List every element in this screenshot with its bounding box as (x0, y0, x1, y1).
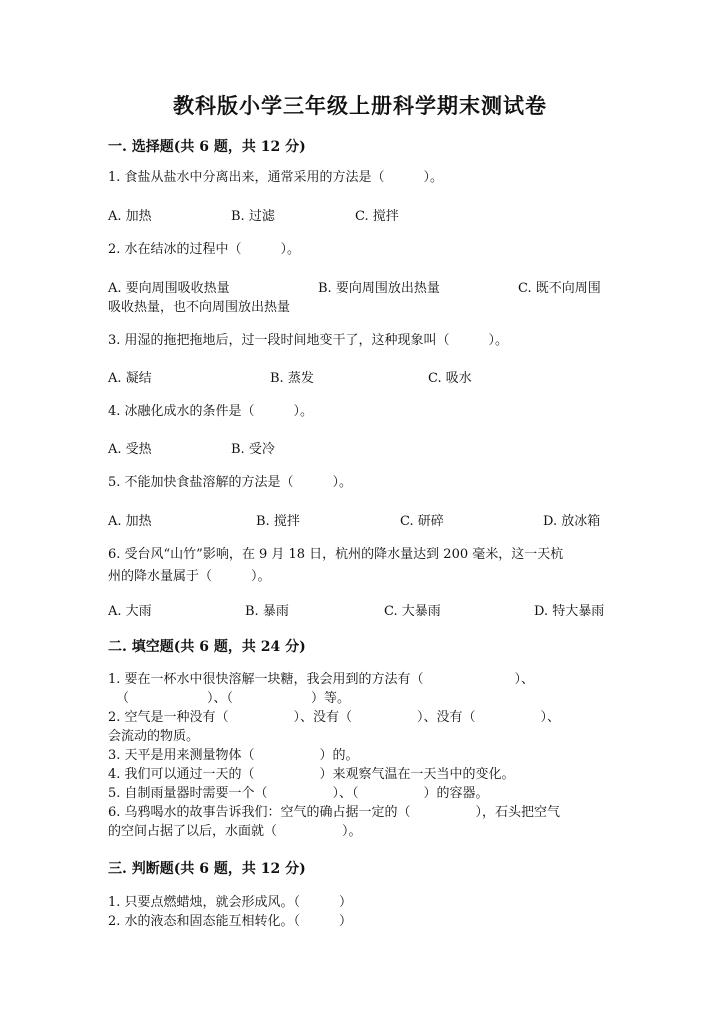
question-6-line-2: 州的降水量属于（ ）。 (108, 569, 271, 584)
question-6 (108, 544, 608, 588)
fill-2-line-1: 2. 空气是一种没有（ ）、没有（ ）、没有（ ）、 (108, 710, 561, 725)
question-3: 3. 用湿的拖把拖地后，过一段时间地变干了，这种现象叫（ ）。 (108, 333, 509, 348)
q1-option-b: B. 过滤 (231, 209, 275, 224)
fill-5: 5. 自制雨量器时需要一个（ ）、（ ）的容器。 (108, 786, 489, 801)
section-heading-choice: 一. 选择题(共 6 题，共 12 分) (108, 139, 306, 155)
judge-2: 2. 水的液态和固态能互相转化。（ ） (108, 914, 353, 929)
fill-4: 4. 我们可以通过一天的（ ）来观察气温在一天当中的变化。 (108, 767, 515, 782)
page-title: 教科版小学三年级上册科学期末测试卷 (173, 93, 547, 118)
q6-option-c: C. 大暴雨 (384, 604, 441, 619)
question-5: 5. 不能加快食盐溶解的方法是（ ）。 (108, 475, 353, 490)
q3-option-a: A. 凝结 (108, 371, 152, 386)
judge-1: 1. 只要点燃蜡烛，就会形成风。（ ） (108, 895, 353, 910)
q2-option-c: C. 既不向周围 (518, 281, 601, 296)
q5-option-a: A. 加热 (108, 514, 152, 529)
q5-option-b: B. 搅拌 (256, 514, 300, 529)
fill-2-line-2: 会流动的物质。 (108, 729, 200, 744)
fill-in-questions (108, 670, 613, 841)
fill-6-line-1: 6. 乌鸦喝水的故事告诉我们：空气的确占据一定的（ ），石头把空气 (108, 805, 561, 820)
q3-option-c: C. 吸水 (428, 371, 472, 386)
fill-1-line-2: （ ）、（ ）等。 (116, 691, 351, 706)
section-heading-fill: 二. 填空题(共 6 题，共 24 分) (108, 639, 306, 655)
fill-1-line-1: 1. 要在一杯水中很快溶解一块糖，我会用到的方法有（ ）、 (108, 672, 535, 687)
fill-6-line-2: 的空间占据了以后，水面就（ ）。 (108, 824, 362, 839)
q1-option-a: A. 加热 (108, 209, 152, 224)
q1-option-c: C. 搅拌 (355, 209, 399, 224)
question-1: 1. 食盐从盐水中分离出来，通常采用的方法是（ ）。 (108, 170, 444, 185)
question-2: 2. 水在结冰的过程中（ ）。 (108, 242, 301, 257)
section-heading-judge: 三. 判断题(共 6 题，共 12 分) (108, 861, 306, 877)
q2-option-b: B. 要向周围放出热量 (318, 281, 440, 296)
fill-3: 3. 天平是用来测量物体（ ）的。 (108, 748, 359, 763)
q6-option-b: B. 暴雨 (245, 604, 289, 619)
q4-option-b: B. 受冷 (231, 442, 275, 457)
q5-option-d: D. 放冰箱 (543, 514, 601, 529)
question-4: 4. 冰融化成水的条件是（ ）。 (108, 404, 314, 419)
q2-option-a: A. 要向周围吸收热量 (108, 281, 230, 296)
q2-option-c-continued: 吸收热量，也不向周围放出热量 (108, 300, 291, 315)
question-6-line-1: 6. 受台风“山竹”影响，在 9 月 18 日，杭州的降水量达到 200 毫米，这一天杭 (108, 547, 564, 562)
q3-option-b: B. 蒸发 (270, 371, 314, 386)
q6-option-a: A. 大雨 (108, 604, 152, 619)
judge-questions (108, 893, 613, 931)
q4-option-a: A. 受热 (108, 442, 152, 457)
q6-option-d: D. 特大暴雨 (534, 604, 605, 619)
q5-option-c: C. 研碎 (400, 514, 444, 529)
